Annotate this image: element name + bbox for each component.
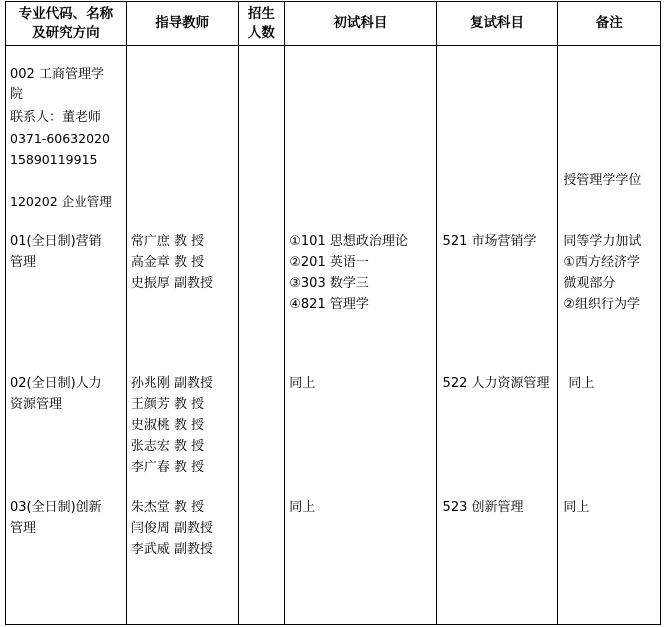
contact-phone-2: 15890119915 <box>10 152 98 167</box>
retest-cell <box>436 46 558 625</box>
direction-2-name-line1: 02(全日制)人力 <box>10 376 102 391</box>
retest-1: 521 市场营销学 <box>442 234 537 249</box>
degree-note: 授管理学学位 <box>563 173 642 188</box>
direction-3-name-line1: 03(全日制)创新 <box>10 500 102 515</box>
advisor-2-5: 李广春 教 授 <box>130 460 205 475</box>
header-major <box>6 2 127 46</box>
advisor-2-1: 孙兆刚 副教授 <box>130 376 213 391</box>
header-major-line1: 专业代码、名称 <box>18 5 114 22</box>
advisor-1-2: 高金章 教 授 <box>130 255 205 270</box>
advisor-2-3: 史淑桃 教 授 <box>130 418 205 433</box>
header-advisor: 指导教师 <box>126 2 238 46</box>
contact-phone-1: 0371-60632020 <box>10 131 110 146</box>
direction-1-name-line2: 管理 <box>10 255 37 270</box>
header-quota <box>238 2 285 46</box>
content-row <box>6 46 661 625</box>
remark-1-4: ②组织行为学 <box>563 297 641 312</box>
header-remarks: 备注 <box>558 2 661 46</box>
advisor-3-2: 闫俊周 副教授 <box>130 521 213 536</box>
quota-cell <box>238 46 285 625</box>
advisor-1-1: 常广庶 教 授 <box>130 234 205 249</box>
remark-3: 同上 <box>563 500 590 515</box>
advisor-3-1: 朱杰堂 教 授 <box>130 500 205 515</box>
prelim-1-1: ①101 思想政治理论 <box>289 234 408 249</box>
header-quota-line1: 招生 <box>247 5 275 22</box>
school-name-line1: 002 工商管理学 <box>10 67 104 82</box>
header-quota-line2: 人数 <box>247 24 275 41</box>
remarks-cell <box>558 46 661 625</box>
direction-2-name-line2: 资源管理 <box>10 397 63 412</box>
admissions-table <box>5 1 661 625</box>
school-name-line2: 院 <box>10 87 24 102</box>
direction-3-name-line2: 管理 <box>10 521 37 536</box>
contact-person: 联系人：董老师 <box>10 110 102 125</box>
header-retest: 复试科目 <box>436 2 558 46</box>
remark-2: 同上 <box>568 376 595 391</box>
prelim-3: 同上 <box>289 500 316 515</box>
major-cell <box>6 46 127 625</box>
remark-1-3: 微观部分 <box>563 276 616 291</box>
direction-1-name-line1: 01(全日制)营销 <box>10 234 102 249</box>
remark-1-2: ①西方经济学 <box>563 255 641 270</box>
advisor-2-2: 王颜芳 教 授 <box>130 397 205 412</box>
prelim-1-4: ④821 管理学 <box>289 297 369 312</box>
advisor-cell <box>126 46 238 625</box>
advisor-2-4: 张志宏 教 授 <box>130 439 205 454</box>
retest-3: 523 创新管理 <box>442 500 524 515</box>
major-name: 120202 企业管理 <box>10 194 112 209</box>
advisor-3-3: 李武威 副教授 <box>130 542 213 557</box>
prelim-cell <box>285 46 436 625</box>
prelim-2: 同上 <box>289 376 316 391</box>
retest-2: 522 人力资源管理 <box>442 376 550 391</box>
advisor-1-3: 史振厚 副教授 <box>130 276 213 291</box>
prelim-1-3: ③303 数学三 <box>289 276 369 291</box>
remark-1-1: 同等学力加试 <box>563 234 642 249</box>
header-prelim: 初试科目 <box>285 2 436 46</box>
header-major-line2: 及研究方向 <box>32 24 100 41</box>
header-row <box>6 2 661 46</box>
prelim-1-2: ②201 英语一 <box>289 255 369 270</box>
